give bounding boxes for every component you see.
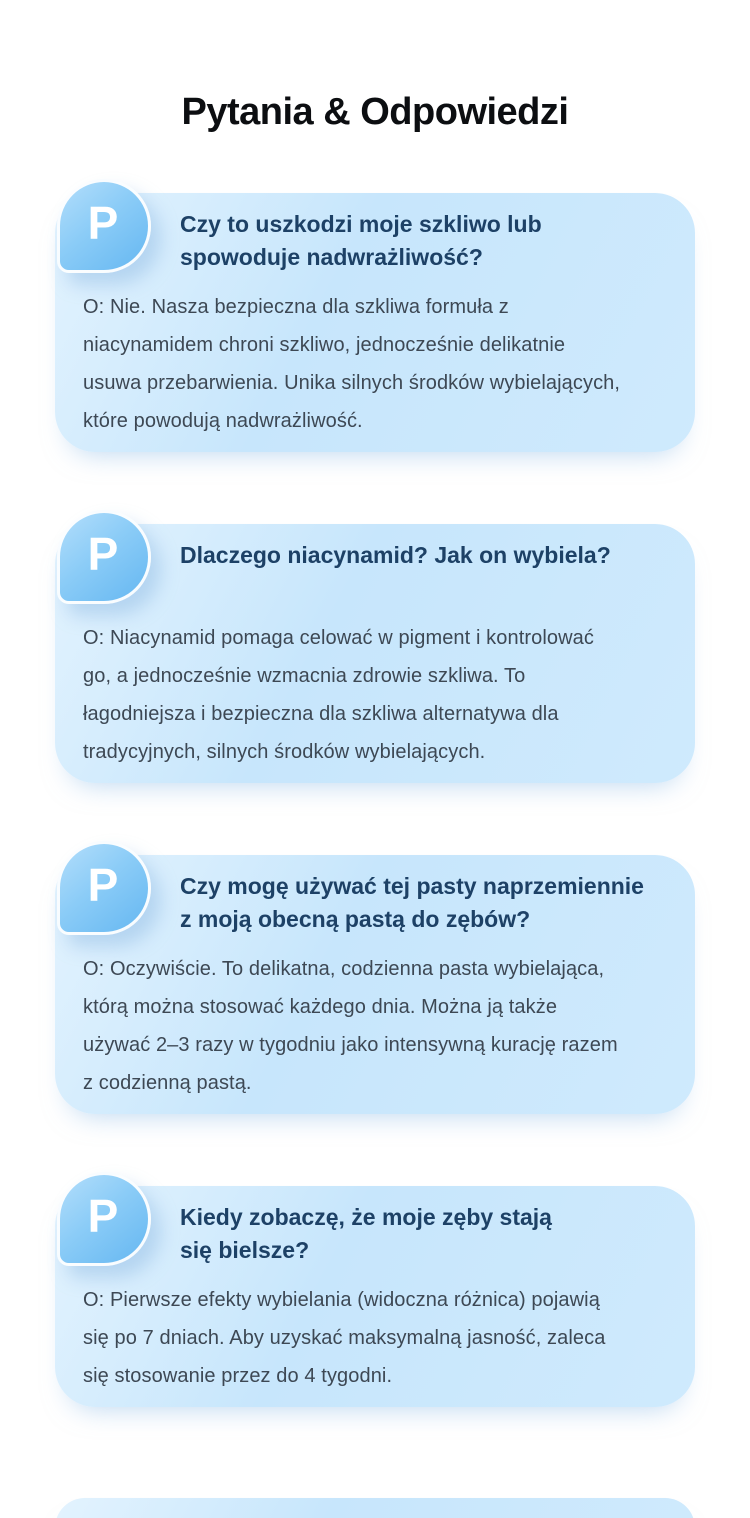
faq-answer: O: Pierwsze efekty wybielania (widoczna różnica) pojawią się po 7 dniach. Aby uzyskać maksymalną jasność, zaleca się stosowanie przez do 4 tygodni. bbox=[83, 1289, 606, 1387]
question-badge-icon bbox=[57, 1172, 151, 1266]
faq-answer: O: Nie. Nasza bezpieczna dla szkliwa formuła z niacynamidem chroni szkliwo, jednocześnie delikatnie usuwa przebarwienia. Unika silnych środków wybielających, które powodują nadwrażliwość. bbox=[83, 296, 621, 432]
question-badge-letter: P bbox=[87, 528, 119, 580]
faq-card-4 bbox=[55, 1186, 695, 1407]
faq-card-2 bbox=[55, 524, 695, 783]
question-badge-icon bbox=[57, 179, 151, 273]
faq-card-list bbox=[55, 193, 695, 1518]
page-title: Pytania & Odpowiedzi bbox=[181, 91, 569, 133]
faq-answer: O: Niacynamid pomaga celować w pigment i kontrolować go, a jednocześnie wzmacnia zdrowie szkliwa. To łagodniejsza i bezpieczna dla szkliwa alternatywa dla tradycyjnych, silnych środków wybielających. bbox=[83, 627, 594, 763]
faq-section bbox=[0, 88, 750, 1518]
question-badge-letter: P bbox=[87, 1190, 119, 1242]
faq-question: Czy mogę używać tej pasty naprzemiennie z moją obecną pastą do zębów? bbox=[180, 873, 644, 932]
next-card-preview bbox=[55, 1498, 695, 1518]
faq-question: Dlaczego niacynamid? Jak on wybiela? bbox=[180, 542, 611, 568]
faq-card-3 bbox=[55, 855, 695, 1114]
faq-answer: O: Oczywiście. To delikatna, codzienna pasta wybielająca, którą można stosować każdego dnia. Można ją także używać 2–3 razy w tygodniu jako intensywną kurację razem z codzienną pastą. bbox=[83, 958, 618, 1094]
faq-card-1 bbox=[55, 193, 695, 452]
question-badge-icon bbox=[57, 510, 151, 604]
question-badge-letter: P bbox=[87, 197, 119, 249]
faq-question: Kiedy zobaczę, że moje zęby stają się bielsze? bbox=[180, 1204, 552, 1263]
faq-question: Czy to uszkodzi moje szkliwo lub spowoduje nadwrażliwość? bbox=[180, 211, 542, 270]
question-badge-icon bbox=[57, 841, 151, 935]
question-badge-letter: P bbox=[87, 859, 119, 911]
